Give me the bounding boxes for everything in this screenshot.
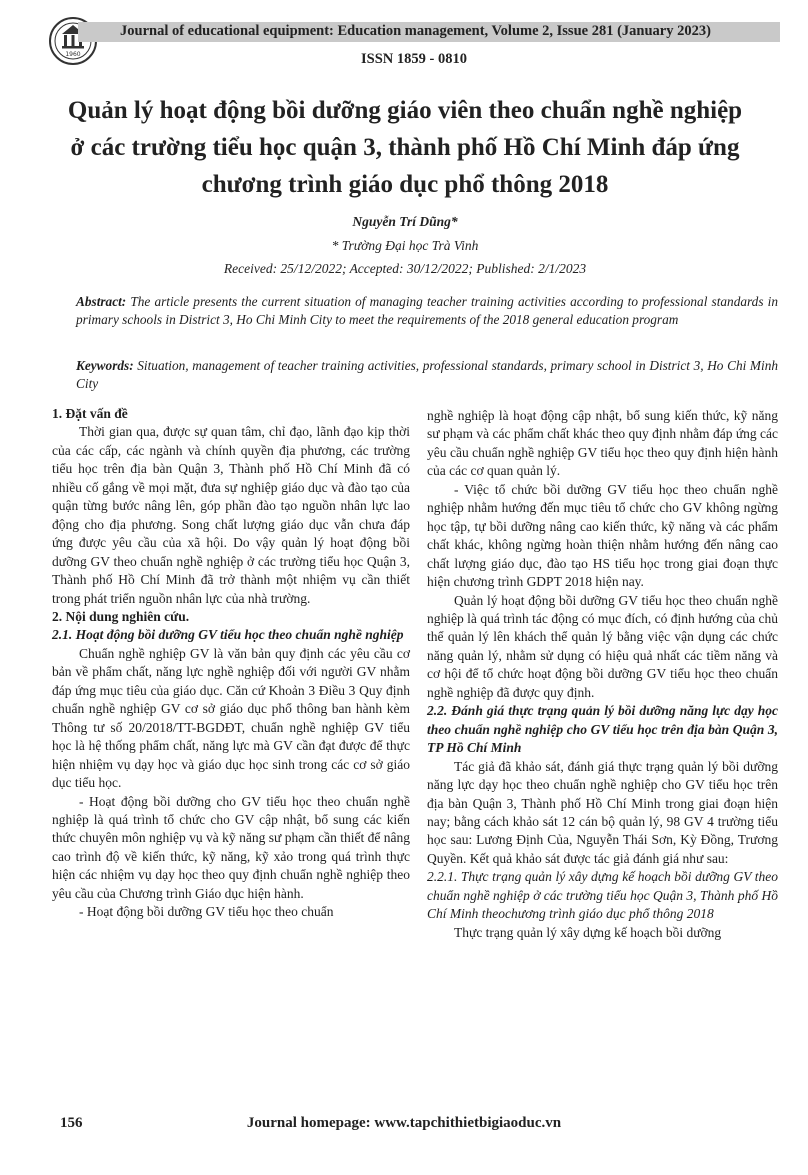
journal-header: [48, 16, 780, 74]
paragraph: Quản lý hoạt động bồi dưỡng GV tiểu học theo chuẩn nghề nghiệp là quá trình tác động có mục đích, có định hướng của chủ thể quản lý lên khách thể quản lý bằng việc vận dụng các chức năng quản lý, nhằm sử dụng có hiệu quả nhất các tiềm năng và cơ hội để tổ chức hoạt động bồi dưỡng GV tiểu học theo chuẩn nghề nghiệp đã được quy định.: [427, 592, 778, 700]
logo-year: 1960: [65, 51, 81, 58]
section-heading: 1. Đặt vấn đề: [52, 406, 128, 421]
keywords: [76, 357, 778, 392]
section-heading: 2. Nội dung nghiên cứu.: [52, 608, 190, 624]
article-title: Quản lý hoạt động bồi dưỡng giáo viên theo chuẩn nghề nghiệp ở các trường tiểu học quận 3, thành phố Hồ Chí Minh đáp ứng chương trình giáo dục phổ thông 2018: [67, 97, 743, 198]
keywords-label: Keywords:: [76, 358, 134, 373]
body-column-right: [427, 407, 778, 942]
paragraph: Chuẩn nghề nghiệp GV là văn bản quy định các yêu cầu cơ bản về phẩm chất, năng lực nghề nghiệp đối với người GV nhằm đáp ứng mục tiêu của giáo dục. Căn cứ Khoản 3 Điều 3 Quy định chuẩn nghề nghiệp GV cơ sở giáo dục phổ thông ban hành kèm Thông tư số 20/2018/TT-BGDĐT, chuẩn nghề nghiệp GV tiểu học là hệ thống phẩm chất, năng lực mà GV cần đạt được để thực hiện nhiệm vụ dạy học và giáo dục học sinh trong các cơ sở giáo dục tiểu học.: [52, 645, 410, 791]
journal-homepage: Journal homepage: www.tapchithietbigiaoduc.vn: [246, 1115, 562, 1131]
journal-info: Journal of educational equipment: Education management, Volume 2, Issue 281 (January 2023): [120, 23, 711, 39]
paragraph: - Hoạt động bồi dưỡng GV tiểu học theo chuẩn: [79, 904, 334, 920]
body-column-left: [52, 405, 410, 922]
keywords-text: Situation, management of teacher training activities, professional standards, primary school in District 3, Ho Chi Minh City: [76, 358, 778, 391]
subsection-heading: 2.2. Đánh giá thực trạng quản lý bồi dưỡng năng lực dạy học theo chuẩn nghề nghiệp cho GV tiểu học trên địa bàn Quận 3, TP Hồ Chí Minh: [427, 703, 778, 756]
paragraph: Thời gian qua, được sự quan tâm, chỉ đạo, lãnh đạo kịp thời của các cấp, các ngành và chính quyền địa phương, các trường tiểu học trên địa bàn Quận 3, Thành phố Hồ Chí Minh đã có nhiều cố gắng về mọi mặt, đưa sự nghiệp giáo dục và đào tạo của quận từng bước nâng lên, góp phần đào tạo nguồn nhân lực lao động cho địa phương. Song chất lượng giáo dục vẫn chưa đáp ứng được yêu cầu của xã hội. Do vậy quản lý hoạt động bồi dưỡng GV theo chuẩn nghề nghiệp ở các trường tiểu học Quận 3, Thành phố Hồ Chí Minh đã trở thành một nhiệm vụ cần thiết trong phát triển nguồn nhân lực của nhà trường.: [52, 424, 410, 606]
issn: ISSN 1859 - 0810: [361, 51, 467, 67]
article-dates: Received: 25/12/2022; Accepted: 30/12/2022; Published: 2/1/2023: [223, 261, 587, 276]
affiliation: * Trường Đại học Trà Vinh: [331, 238, 479, 253]
paragraph: - Hoạt động bồi dưỡng cho GV tiểu học theo chuẩn nghề nghiệp là quá trình tổ chức cho GV cập nhật, bổ sung các kiến thức chuyên môn nghiệp vụ và kỹ năng sư phạm cần thiết để nâng cao trình độ về kiến thức, kỹ năng, kỹ xảo trong quá trình thực hiện các nhiệm vụ dạy học theo quy định chuẩn nghề nghiệp theo yêu cầu của Chương trình Giáo dục hiện hành.: [52, 793, 410, 901]
paragraph: Tác giả đã khảo sát, đánh giá thực trạng quản lý bồi dưỡng năng lực dạy học theo chuẩn nghề nghiệp cho GV tiểu học trên địa bàn Quận 3, Thành phố Hồ Chí Minh trong giai đoạn hiện nay; bằng cách khảo sát 12 cán bộ quản lý, 98 GV 4 trường tiểu học sau: Lương Định Của, Nguyễn Thái Sơn, Kỳ Đồng, Trương Quyền. Kết quả khảo sát được tác giả đánh giá như sau:: [427, 758, 778, 866]
paragraph: - Việc tổ chức bồi dưỡng GV tiểu học theo chuẩn nghề nghiệp nhằm hướng đến mục tiêu tổ chức cho GV không ngừng học tập, tự bồi dưỡng nâng cao kiến thức, kỹ năng và các phẩm chất khác, không ngừng hoàn thiện nhằm hướng đến nâng cao chất lượng giáo dục, đào tạo HS tiểu học trong giai đoạn thực hiện chương trình GDPT 2018 hiện nay.: [427, 481, 778, 590]
subsubsection-heading: 2.2.1. Thực trạng quản lý xây dựng kế hoạch bồi dưỡng GV theo chuẩn nghề nghiệp ở các trường tiểu học Quận 3, Thành phố Hồ Chí Minh theochương trình giáo dục phổ thông 2018: [427, 869, 778, 922]
abstract-label: Abstract:: [76, 294, 127, 309]
page-number: 156: [60, 1115, 83, 1131]
abstract: [76, 293, 778, 328]
subsection-heading: 2.1. Hoạt động bồi dưỡng GV tiểu học theo chuẩn nghề nghiệp: [52, 627, 404, 643]
paragraph: Thực trạng quản lý xây dựng kế hoạch bồi dưỡng: [454, 924, 722, 940]
abstract-text: The article presents the current situation of managing teacher training activities according to professional standards in primary schools in District 3, Ho Chi Minh City to meet the requirements of the 2018 general education program: [76, 294, 778, 327]
paragraph: nghề nghiệp là hoạt động cập nhật, bổ sung kiến thức, kỹ năng sư phạm và các phẩm chất khác theo quy định nhằm đáp ứng các yêu cầu chuẩn nghề nghiệp GV tiểu học theo quy định hiện hành của các cơ quan quản lý.: [427, 408, 778, 479]
author: Nguyễn Trí Dũng*: [352, 214, 458, 229]
